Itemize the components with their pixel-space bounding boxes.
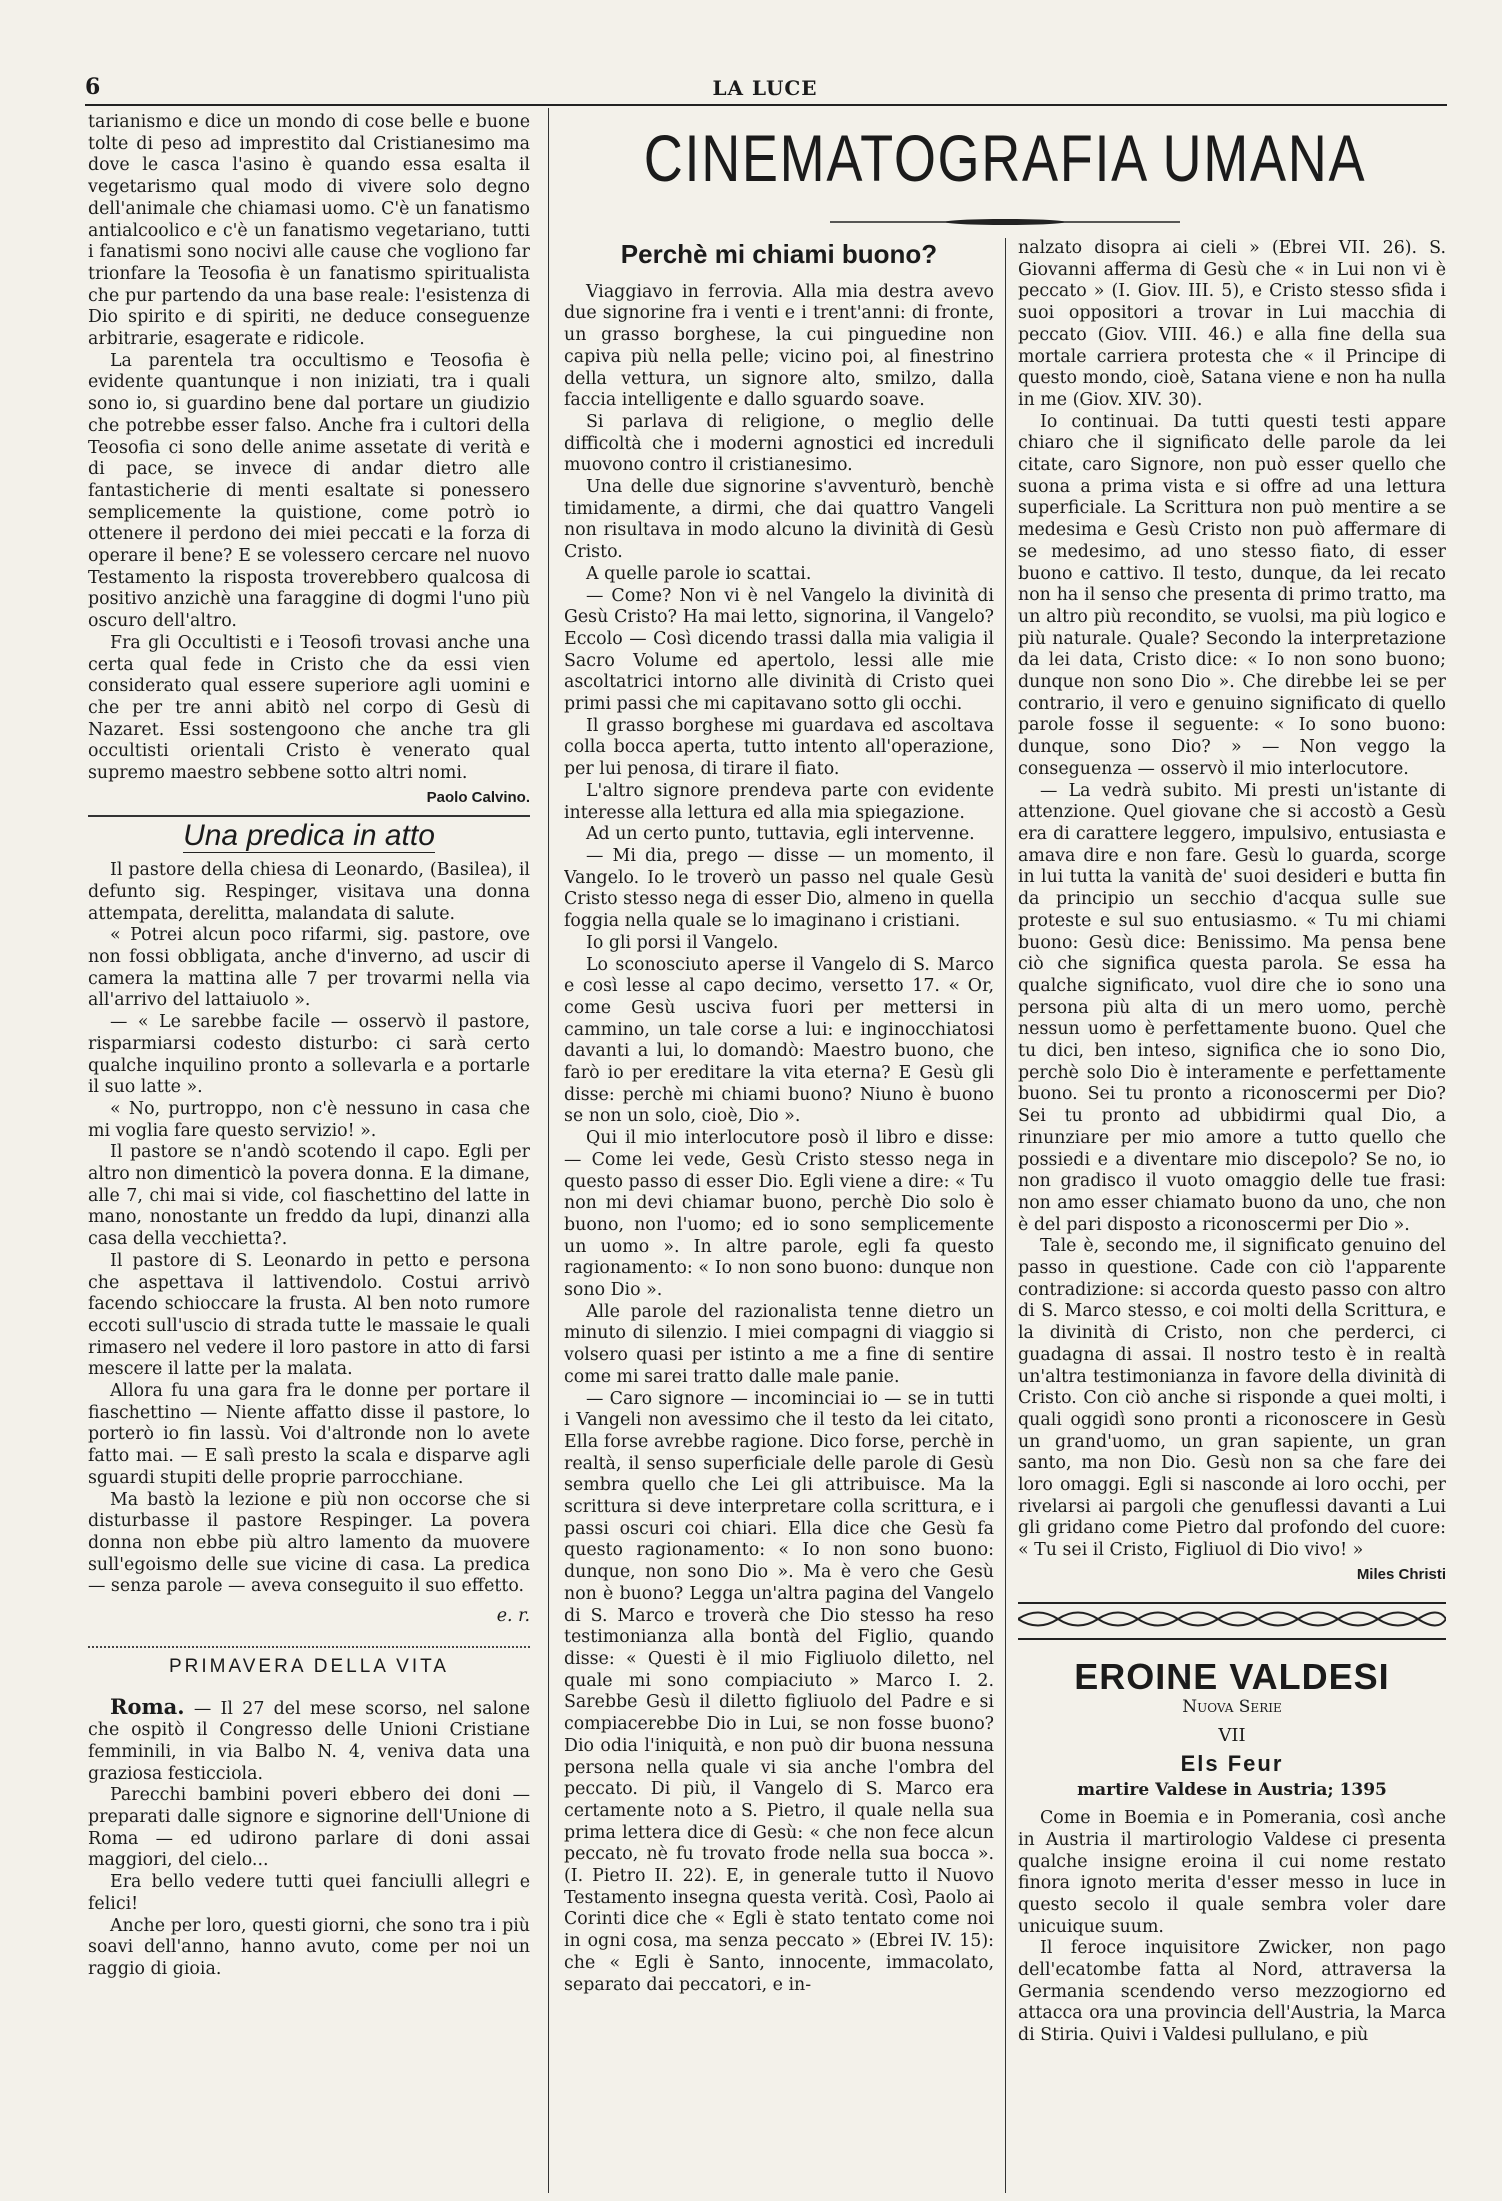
- paragraph: Come in Boemia e in Pomerania, così anche in Austria il martirologio Valdese ci presenta qualche insigne eroina il cui nome restato finora ignoto merita d'esser messo in luce in questo secolo il quale sembra voler dare unicuique suum.: [1018, 1808, 1446, 1937]
- paragraph: « No, purtroppo, non c'è nessuno in casa che mi voglia fare questo servizio! ».: [88, 1098, 530, 1141]
- paragraph: Tale è, secondo me, il significato genuino del passo in questione. Cade con ciò l'apparente contradizione: si accorda questo passo con altro di S. Marco stesso, e coi molti della Scrittura, e la divinità di Cristo, non che perderci, ci guadagna di assai. Il nostro testo è in realtà un'altra testimonianza in favore della divinità di Cristo. Con ciò anche si risponde a quei molti, i quali oggidì sono pronti a riconoscere in Gesù un grand'uomo, un gran sapiente, un gran santo, ma non Dio. Gesù non sa che fare dei loro omaggi. Egli si nasconde ai loro occhi, per rivelarsi ai pargoli che genuflessi davanti a Lui gli gridano come Pietro dal profondo del cuore: « Tu sei il Cristo, Figliuol di Dio vivo! »: [1018, 1236, 1446, 1561]
- paragraph: La parentela tra occultismo e Teosofia è evidente quantunque i non iniziati, tra i quali sono io, si guardino bene dal portare un giudizio che potrebbe esser falso. Anche fra i cultori della Teosofia ci sono delle anime assetate di verità e di pace, se invece di andar dietro alle fantasticherie di menti esaltate si ponessero semplicemente la quistione, come potrò io ottenere il perdono dei miei peccati e la forza di operare il bene? E se volessero cercare nel nuovo Testamento la risposta troverebbero qualcosa di positivo anzichè una faraggine di dogmi l'uno più oscuro dell'altro.: [88, 350, 530, 632]
- paragraph: Il pastore della chiesa di Leonardo, (Basilea), il defunto sig. Respinger, visitava una donna attempata, derelitta, malandata di salute.: [88, 860, 530, 924]
- series-number: VII: [1218, 1725, 1246, 1746]
- paragraph: tarianismo e dice un mondo di cose belle e buone tolte di peso ad imprestito dal Cristianesimo ma dove le casca l'asino è quando essa esalta il vegetarismo qual modo di vivere solo degno dell'animale che chiamasi uomo. C'è un fanatismo antialcoolico e c'è un fanatismo vegetariano, tutti i fanatismi sono nocivi alle cause che vogliono far trionfare la Teosofia è un fanatismo spiritualista che pur partendo da una base reale: l'esistenza di Dio spirito e di spiriti, ne deduce conseguenze arbitrarie, esagerate e ridicole.: [88, 112, 530, 350]
- subject-name: Els Feur: [1180, 1750, 1284, 1776]
- column-divider-1: [548, 108, 549, 2193]
- predica-title: Una predica in atto: [183, 818, 435, 852]
- eroine-title: EROINE VALDESI: [1074, 1655, 1390, 1697]
- paragraph: Allora fu una gara fra le donne per portare il fiaschettino — Niente affatto disse il pastore, lo porterò io fin lassù. Voi d'altronde non lo avete fatto mai. — E salì presto la scala e disparve agli sguardi stupiti delle proprie parrocchiane.: [88, 1381, 530, 1488]
- paragraph: — Mi dia, prego — disse — un momento, il Vangelo. Io le troverò un passo nel quale Gesù Cristo stesso nega di esser Dio, almeno in quella foggia nella quale se lo imaginano i cristiani.: [564, 845, 994, 932]
- dotted-separator: [88, 1646, 530, 1648]
- paragraph: Era bello vedere tutti quei fanciulli allegri e felici!: [88, 1872, 530, 1914]
- column-right: [1018, 238, 1446, 2188]
- paragraph: A quelle parole io scattai.: [586, 563, 812, 584]
- paragraph: Fra gli Occultisti e i Teosofi trovasi anche una certa qual fede in Cristo che da essi vien considerato qual essere superiore agli uomini e che per tre anni abitò nel corpo di Gesù di Nazaret. Essi sostengoono che anche tra gli occultisti orientali Cristo è venerato qual supremo maestro sebbene sotto altri nomi.: [88, 632, 530, 784]
- subject-subtitle: martire Valdese in Austria; 1395: [1077, 1780, 1387, 1801]
- paragraph: L'altro signore prendeva parte con evidente interesse alla lettura ed alla mia spiegazione.: [564, 780, 994, 823]
- paragraph: Ad un certo punto, tuttavia, egli intervenne.: [586, 824, 975, 845]
- paragraph: Anche per loro, questi giorni, che sono tra i più soavi dell'anno, hanno avuto, come per noi un raggio di gioia.: [88, 1915, 530, 1979]
- paragraph: Qui il mio interlocutore posò il libro e disse: — Come lei vede, Gesù Cristo stesso nega in questo passo di esser Dio. Egli viene a dire: « Tu non mi devi chiamar buono, perchè Dio solo è buono, non l'uomo; ed io sono semplicemente un uomo ». In altre parole, egli fa questo ragionamento: « Io non sono buono: dunque non sono Dio ».: [564, 1128, 994, 1301]
- paragraph: Il pastore se n'andò scotendo il capo. Egli per altro non dimenticò la povera donna. E la dimane, alle 7, chi mai si vide, col fiaschettino del latte in mano, nonostante un freddo da lupi, dinanzi alla casa della vecchietta?.: [88, 1142, 530, 1250]
- paragraph: [88, 1693, 530, 1786]
- paragraph: « Potrei alcun poco rifarmi, sig. pastore, ove non fossi obbligata, anche d'inverno, ad uscir di camera la mattina alle 7 per trovarmi nella via all'arrivo del lattaiuolo ».: [88, 925, 530, 1011]
- dateline: Roma.: [110, 1693, 185, 1719]
- page-header: [85, 74, 1445, 100]
- primavera-title: PRIMAVERA DELLA VITA: [169, 1655, 449, 1677]
- paragraph: — « Le sarebbe facile — osservò il pastore, risparmiarsi codesto disturbo: ci sarà certo qualche inquilino pronto a sollevarla e a portarle il suo latte ».: [88, 1012, 530, 1098]
- paragraph: Alle parole del razionalista tenne dietro un minuto di silenzio. I miei compagni di viaggio si volsero quasi per istinto a me a fine di sentire come mi sarei tratto dalle male panie.: [564, 1301, 994, 1387]
- column-left: [88, 112, 530, 2192]
- paragraph: Parecchi bambini poveri ebbero dei doni — preparati dalle signore e signorine dell'Unione di Roma — ed udirono parlare di doni assai maggiori, del cielo...: [88, 1785, 530, 1871]
- paragraph: Il grasso borghese mi guardava ed ascoltava colla bocca aperta, tutto intento all'operazione, per lui penosa, di tirare il fiato.: [564, 715, 994, 780]
- paragraph: Io continuai. Da tutti questi testi appare chiaro che il significato delle parole da lei citate, caro Signore, non può esser quello che suona a prima vista e si offre ad una lettura superficiale. La Scrittura non può mentire a se medesima e Gesù Cristo non può affermare di se medesimo, ad uno stesso fiato, di esser buono e cattivo. Il testo, dunque, da lei recato non ha il senso che presenta di primo tratto, ma un altro più recondito, se vuolsi, ma più logico e più naturale. Quale? Secondo la interpretazione da lei data, Cristo dice: « Io non sono buono; dunque non sono Dio ». Che direbbe lei se per contrario, il vero e genuino significato di quello parole fosse il seguente: « Io sono buono: dunque, sono Dio? » — Non veggo la conseguenza — osservò il mio interlocutore.: [1018, 411, 1446, 779]
- paragraph: Il pastore di S. Leonardo in petto e persona che aspettava il lattivendolo. Costui arrivò facendo schioccare la frusta. Al ben noto rumore eccoti sull'uscio di strada tutte le massaie le quali rimasero nel vedere il loro pastore in atto di farsi mescere il latte per la malata.: [88, 1250, 530, 1380]
- article-title: Perchè mi chiami buono?: [620, 239, 938, 269]
- paragraph: Il feroce inquisitore Zwicker, non pago dell'ecatombe fatta al Nord, attraversa la Germania scendendo verso mezzogiorno ed attacca ora una provincia dell'Austria, la Marca di Stiria. Quivi i Valdesi pullulano, e più: [1018, 1938, 1446, 2046]
- paragraph: Io gli porsi il Vangelo.: [586, 932, 779, 953]
- paragraph: Una delle due signorine s'avventurò, benchè timidamente, a dirmi, che dai quattro Vangeli non risultava in modo alcuno la divinità di Gesù Cristo.: [564, 477, 994, 563]
- page-number: 6: [85, 74, 101, 100]
- ornament-scroll-icon: [1018, 1604, 1446, 1634]
- paragraph: nalzato disopra ai cieli » (Ebrei VII. 26). S. Giovanni afferma di Gesù che « in Lui non vi è peccato » (I. Giov. III. 5), e Cristo stesso sfida i suoi oppositori a trovar in Lui macchia di peccato (Giov. VIII. 46.) e alla fine della sua mortale carriera protesta che « il Principe di questo mondo, cioè, Satana viene e non ha nulla in me (Giov. XIV. 30).: [1018, 238, 1446, 410]
- author-signature: Miles Christi: [1356, 1565, 1446, 1583]
- paragraph-text: — Il 27 del mese scorso, nel salone che ospitò il Congresso delle Unioni Cristiane femminili, in via Balbo N. 4, veniva data una graziosa festicciola.: [88, 1698, 530, 1784]
- series-label: Nuova Serie: [1182, 1697, 1282, 1718]
- main-headline: CINEMATOGRAFIA UMANA: [643, 121, 1367, 195]
- paragraph: Ma bastò la lezione e più non occorse che si disturbasse il pastore Respinger. La povera donna non ebbe più altro lamento da muovere sull'egoismo delle sue vicine di casa. La predica — senza parole — aveva conseguito il suo effetto.: [88, 1489, 530, 1597]
- section-rule: [88, 815, 530, 817]
- headline-ornament: [830, 218, 1180, 226]
- paragraph: Viaggiavo in ferrovia. Alla mia destra avevo due signorine fra i venti e i trent'anni: di fronte, un grasso borghese, la cui pinguedine non capiva più nella pelle; vicino poi, al finestrino della vettura, un signore alto, smilzo, dalla faccia intelligente e dallo sguardo soave.: [564, 281, 994, 411]
- author-signature: Paolo Calvino.: [426, 788, 530, 806]
- section-heading: [88, 818, 530, 852]
- paragraph: Si parlava di religione, o meglio delle difficoltà che i moderni agnostici ed increduli muovono contro il cristianesimo.: [564, 411, 994, 476]
- author-initials: e. r.: [496, 1606, 530, 1627]
- paragraph: — Come? Non vi è nel Vangelo la divinità di Gesù Cristo? Ha mai letto, signorina, il Vangelo? Eccolo — Così dicendo trassi dalla mia valigia il Sacro Volume ed apertolo, lessi alle mie ascoltatrici intorno alle divinità di Cristo quei primi passi che mi capitavano sotto gli occhi.: [564, 585, 994, 715]
- decorative-ornament-band: [1018, 1602, 1446, 1640]
- newspaper-title: LA LUCE: [712, 76, 818, 100]
- paragraph: — Caro signore — incominciai io — se in tutti i Vangeli non avessimo che il testo da lei citato, Ella forse avrebbe ragione. Dico forse, perchè in realtà, il senso superficiale delle parole di Gesù sembra quello che Lei gli attribuisce. Ma la scrittura si deve interpretare colla scrittura, e i passi oscuri coi chiari. Ella dice che Gesù fa questo ragionamento: « Io non sono buono: dunque, non sono Dio ». Ma è vero che Gesù non è buono? Legga un'altra pagina del Vangelo di S. Marco e troverà che Dio stesso ha reso testimonianza alla bontà del Figlio, quando disse: « Questi è il mio Figliuolo diletto, nel quale mi sono compiaciuto » Marco I. 2. Sarebbe Gesù il diletto figliuolo del Padre e si compiacerebbe Dio in Lui, se non fosse buono? Dio odia l'iniquità, e non può dir buona nessuna persona nella quale vi sia anche l'ombra del peccato. Di più, il Vangelo di S. Marco era certamente noto a S. Pietro, il quale nella sua prima lettera dice di Gesù: « che non fece alcun peccato, nè fu trovato frode nella sua bocca ». (I. Pietro II. 22). E, in generale tutto il Nuovo Testamento insegna questa verità. Così, Paolo ai Corinti dice che « Egli è stato tentato come noi in ogni cosa, ma senza peccato » (Ebrei IV. 15): che « Egli è Santo, innocente, immacolato, separato dai peccatori, e in-: [564, 1388, 994, 1995]
- header-rule: [85, 104, 1447, 106]
- paragraph: — La vedrà subito. Mi presti un'istante di attenzione. Quel giovane che si accostò a Gesù era di carattere leggero, impulsivo, entusiasta e amava dire e non fare. Gesù lo guarda, scorge in lui tutta la vanità de' suoi desideri e butta fin da principio un secchio d'acqua sulle sue proteste e sul suo entusiasmo. « Tu mi chiami buono: Gesù dice: Benissimo. Ma pensa bene ciò che significa questa parola. Se essa ha qualche significato, vuol dire che io sono una persona più alta di un mero uomo, perchè nessun uomo è perfettamente buono. Quel che tu dici, ben inteso, significa che io sono Dio, perchè solo Dio è interamente e perfettamente buono. Sei tu pronto a riconoscermi per Dio? Sei tu pronto ad ubbidirmi qual Dio, a rinunziare per mio amore a tutto quello che possiedi e a diventare mio discepolo? Se no, io non gradisco il vuoto omaggio delle tue frasi: non amo esser chiamato buono da uno, che non è del pari disposto a riconoscermi per Dio ».: [1018, 780, 1446, 1235]
- column-center: [564, 238, 994, 2188]
- paragraph: Lo sconosciuto aperse il Vangelo di S. Marco e così lesse al capo decimo, versetto 17. « Or, come Gesù usciva fuori per mettersi in cammino, un tale corse a lui: e inginocchiatosi davanti a lui, lo domandò: Maestro buono, che farò io per ereditare la vita eterna? E Gesù gli disse: perchè mi chiami buono? Niuno è buono se non un solo, cioè, Dio ».: [564, 954, 994, 1127]
- column-divider-2: [1005, 238, 1006, 2193]
